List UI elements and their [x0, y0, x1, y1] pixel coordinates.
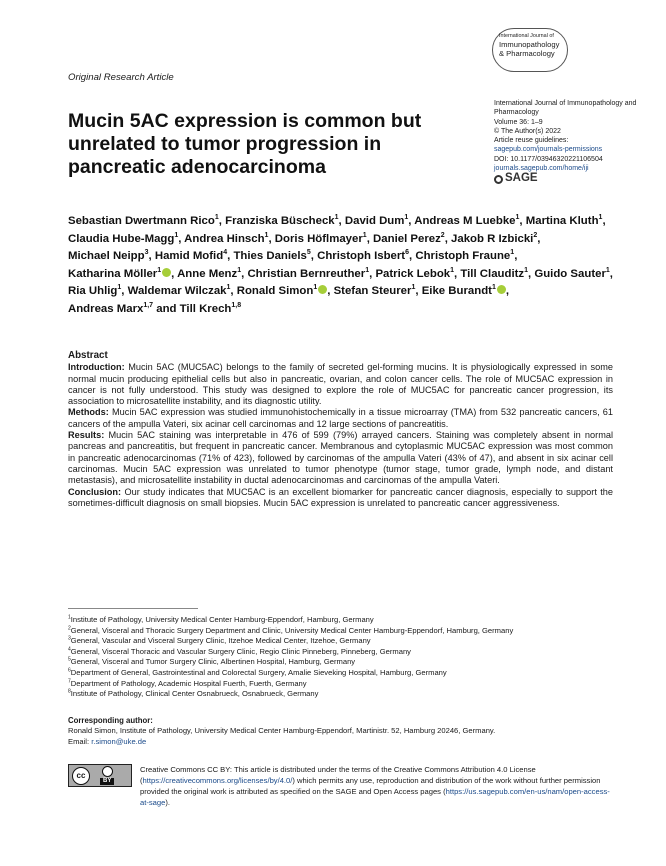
author-separator: ,: [241, 267, 245, 280]
author-name: Eike Burandt: [421, 285, 492, 298]
abstract-methods: [68, 407, 613, 430]
author-affiliation-ref: 1: [491, 284, 496, 292]
author-affiliation-ref: 1: [313, 284, 318, 292]
author: [422, 285, 509, 297]
author: [345, 215, 412, 227]
license-text-2: ) which permits any use, reproduction and distribution of the work without further permission provided the original work is attributed as specified on the SAGE and Open Access pages (: [140, 776, 601, 796]
author: [460, 268, 531, 280]
affiliation-number: 6: [68, 667, 71, 674]
meta-copyright: © The Author(s) 2022: [494, 127, 561, 135]
author-affiliation-ref: 1: [214, 214, 219, 222]
author: [534, 268, 613, 280]
author-separator: ,: [454, 267, 458, 280]
author: [128, 285, 234, 297]
sage-logo: [494, 174, 644, 183]
author-affiliation-ref: 3: [144, 249, 149, 257]
author: [247, 268, 372, 280]
methods-label: Methods:: [68, 407, 109, 418]
author-name: Till Krech: [179, 302, 232, 315]
author: [184, 233, 271, 245]
author-affiliation-ref: 2: [440, 231, 445, 239]
author-separator: ,: [230, 285, 234, 298]
author-separator: ,: [408, 215, 412, 227]
email-link[interactable]: r.simon@uke.de: [91, 736, 147, 746]
author-affiliation-ref: 1: [510, 249, 515, 257]
meta-doi: DOI: 10.1177/03946320221106504: [494, 155, 603, 163]
journal-logo-line2: Immunopathology: [499, 40, 560, 49]
license-text-1: Creative Commons CC BY: This article is distributed under the terms of the Creative Commons Attribution 4.0 License (: [140, 765, 536, 785]
meta-home-link[interactable]: journals.sagepub.com/home/iji: [494, 165, 589, 173]
author-affiliation-ref: 4: [223, 249, 228, 257]
author-name: Claudia Hube-Magg: [68, 232, 175, 245]
affiliation-text: General, Vascular and Visceral Surgery Clinic, Itzehoe Medical Center, Itzehoe, Germany: [70, 636, 371, 646]
orcid-icon[interactable]: [318, 285, 327, 294]
journal-meta: [494, 99, 644, 184]
results-label: Results:: [68, 430, 105, 441]
footnote-divider: [68, 608, 198, 609]
author-separator: ,: [369, 267, 373, 280]
author-name: Ronald Simon: [236, 285, 314, 298]
author-name: David Dum: [344, 215, 405, 227]
affiliation-number: 8: [68, 688, 71, 695]
sage-logo-text: SAGE: [505, 172, 538, 185]
author-name: Christian Bernreuther: [247, 267, 366, 280]
author-separator: ,: [327, 285, 331, 298]
author-separator: ,: [519, 215, 523, 227]
author-name: Hamid Mofid: [154, 250, 224, 263]
corresponding-author: [68, 716, 613, 747]
author-name: Sebastian Dwertmann Rico: [68, 215, 215, 227]
conclusion-text: Our study indicates that MUC5AC is an excellent biomarker for pancreatic cancer diagnosis, especially to support the sometimes-difficult diagnosis on small biopsies. Mucin 5AC expression is unrelated to pancreatic cancer aggressiveness.: [68, 486, 613, 508]
meta-journal: International Journal of Immunopathology and Pharmacology: [494, 100, 637, 117]
article-type: Original Research Article: [68, 72, 174, 83]
author-affiliation-ref: 5: [306, 249, 311, 257]
affiliation-number: 2: [68, 625, 71, 632]
author: [237, 285, 331, 297]
journal-logo-line1: International Journal of: [499, 33, 554, 39]
affiliation-text: Department of General, Gastrointestinal and Colorectal Surgery, Amalie Sieveking Hospital, Hamburg, Germany: [70, 667, 447, 677]
author-name: Anne Menz: [177, 267, 238, 280]
author-affiliation-ref: 1: [362, 231, 367, 239]
author-affiliation-ref: 6: [405, 249, 409, 257]
author-separator: ,: [444, 232, 448, 245]
author: [451, 233, 540, 245]
affiliation-item: [68, 657, 613, 668]
author-name: Stefan Steurer: [333, 285, 412, 298]
author-affiliation-ref: 1: [404, 214, 409, 222]
author-separator: ,: [268, 232, 272, 245]
author-separator: ,: [338, 215, 342, 227]
author: [68, 215, 222, 227]
author: [177, 268, 244, 280]
article-title: Mucin 5AC expression is common but unrelated to tumor progression in pancreatic adenocarcinoma: [68, 110, 422, 178]
corresponding-email-line: [68, 737, 613, 747]
author-separator: ,: [148, 250, 152, 263]
author-affiliation-ref: 1: [605, 266, 610, 274]
abstract-conclusion: [68, 487, 613, 510]
abstract-heading: Abstract: [68, 350, 108, 361]
affiliation-number: 5: [68, 656, 71, 663]
author: [334, 285, 419, 297]
author-affiliation-ref: 1: [524, 266, 529, 274]
author-separator: ,: [227, 250, 231, 263]
affiliation-item: [68, 679, 613, 690]
author-separator: ,: [602, 215, 606, 227]
orcid-icon[interactable]: [162, 268, 171, 277]
author-affiliation-ref: 1: [450, 266, 455, 274]
author-name: Andrea Hinsch: [184, 232, 265, 245]
affiliation-number: 1: [68, 614, 71, 621]
affiliation-item: [68, 689, 613, 700]
affiliation-item: [68, 636, 613, 647]
author-separator: ,: [528, 267, 532, 280]
author: [233, 250, 314, 262]
author-affiliation-ref: 1: [515, 214, 520, 222]
author-name: Till Clauditz: [460, 267, 525, 280]
author-affiliation-ref: 1: [334, 214, 339, 222]
affiliation-text: General, Visceral and Tumor Surgery Clinic, Albertinen Hospital, Hamburg, Germany: [70, 657, 356, 667]
author: [68, 233, 181, 245]
author-separator: ,: [514, 250, 518, 263]
author-separator: ,: [409, 250, 413, 263]
author-separator: ,: [218, 215, 222, 227]
results-text: Mucin 5AC staining was interpretable in 476 of 599 (79%) arrayed cancers. Staining was completely absent in normal pancreas and pancreatitis, but frequent in pancreatic cancer. Membranous and cytoplasmic MUC5AC expression was most common in pancreatic adenocarcinomas (71% of 423), followed by carcinomas of the ampulla Vateri (43% of 47), and absent in six acinar cell carcinomas. Mucin 5AC expression was unrelated to tumor phenotype (tumor stage, tumor grade, lymph node, and distant metastasis), and microsatellite instability in ductal adenocarcinomas and carcinomas of the ampulla Vateri.: [68, 430, 613, 486]
author: [155, 250, 230, 262]
affiliation-text: Institute of Pathology, Clinical Center Osnabrueck, Osnabrueck, Germany: [70, 689, 319, 699]
author-name: Doris Höflmayer: [274, 232, 363, 245]
abstract: [68, 350, 613, 509]
author: [68, 250, 152, 262]
meta-volume: Volume 36: 1–9: [494, 118, 543, 126]
license-text-3: ).: [165, 798, 170, 807]
affiliation-text: Department of Pathology, Academic Hospital Fuerth, Fuerth, Germany: [70, 678, 307, 688]
affiliation-number: 4: [68, 646, 71, 653]
affiliation-text: General, Visceral and Thoracic Surgery Department and Clinic, University Medical Center Hamburg-Eppendorf, Hamburg, Germany: [70, 625, 514, 635]
methods-text: Mucin 5AC expression was studied immunohistochemically in a tissue microarray (TMA) from 532 pancreatic cancers, 61 cancers of the ampulla Vateri, six acinar cell carcinomas and 12 large sections of pancreatitis.: [68, 407, 613, 429]
author-name: Thies Daniels: [233, 250, 307, 263]
author-name: Katharina Möller: [68, 267, 158, 280]
author-affiliation-ref: 2: [533, 231, 538, 239]
sage-ring-icon: [494, 175, 503, 184]
author-name: Waldemar Wilczak: [127, 285, 227, 298]
author-separator: ,: [121, 285, 125, 298]
author: [225, 215, 342, 227]
author-name: Christoph Isbert: [317, 250, 406, 263]
affiliation-item: [68, 615, 613, 626]
meta-reuse-link[interactable]: sagepub.com/journals-permissions: [494, 146, 603, 154]
author-name: Christoph Fraune: [415, 250, 511, 263]
author-name: Jakob R Izbicki: [451, 232, 534, 245]
introduction-label: Introduction:: [68, 362, 125, 373]
author: [180, 303, 241, 315]
author-affiliation-ref: 1,8: [231, 302, 242, 310]
author-separator: ,: [178, 232, 182, 245]
corresponding-heading: Corresponding author:: [68, 716, 153, 725]
author: [68, 303, 177, 315]
author-affiliation-ref: 1: [411, 284, 416, 292]
affiliation-text: General, Visceral Thoracic and Vascular Surgery Clinic, Regio Clinic Pinneberg, Pinneberg, Germany: [70, 646, 411, 656]
abstract-introduction: [68, 362, 613, 407]
author-name: Ria Uhlig: [68, 285, 118, 298]
author-name: Michael Neipp: [68, 250, 145, 263]
abstract-results: [68, 430, 613, 486]
author-list: [68, 213, 613, 319]
author-affiliation-ref: 1: [598, 214, 603, 222]
author-affiliation-ref: 1,7: [143, 302, 154, 310]
author: [373, 233, 448, 245]
author-name: Martina Kluth: [525, 215, 599, 227]
conclusion-label: Conclusion:: [68, 486, 122, 497]
author-affiliation-ref: 1: [264, 231, 269, 239]
author-separator: ,: [310, 250, 314, 263]
author-separator: ,: [415, 285, 419, 298]
author-name: Andreas Marx: [68, 302, 144, 315]
author-name: Daniel Perez: [373, 232, 441, 245]
license-text: [140, 764, 615, 808]
author-separator: ,: [505, 285, 510, 298]
author-affiliation-ref: 1: [174, 231, 179, 239]
author-name: Franziska Büscheck: [225, 215, 335, 227]
author-affiliation-ref: 1: [365, 266, 370, 274]
author-separator: ,: [366, 232, 370, 245]
open-access-link[interactable]: https://us.sagepub.com/en-us/nam/open-access-at-sage: [140, 787, 610, 807]
email-label: Email:: [68, 736, 90, 746]
author-name: Patrick Lebok: [375, 267, 451, 280]
author: [317, 250, 412, 262]
author: [68, 285, 124, 297]
journal-logo: [492, 28, 568, 72]
corresponding-address: Ronald Simon, Institute of Pathology, University Medical Center Hamburg-Eppendorf, Martinistr. 52, Hamburg 20246, Germany.: [68, 726, 496, 736]
author-separator: ,: [537, 232, 541, 245]
affiliation-text: Institute of Pathology, University Medical Center Hamburg-Eppendorf, Hamburg, Germany: [70, 615, 374, 624]
orcid-icon[interactable]: [497, 285, 506, 294]
author-separator: and: [153, 302, 177, 315]
affiliation-number: 7: [68, 678, 71, 685]
author-affiliation-ref: 1: [117, 284, 122, 292]
author: [68, 268, 174, 280]
affiliation-item: [68, 668, 613, 679]
by-label: BY: [100, 778, 114, 785]
creative-commons-icon: cc: [72, 767, 90, 785]
author-separator: ,: [609, 267, 613, 280]
author: [414, 215, 522, 227]
author: [526, 215, 606, 227]
cc-by-badge[interactable]: [68, 764, 132, 787]
author-affiliation-ref: 1: [237, 266, 242, 274]
author-affiliation-ref: 1: [226, 284, 231, 292]
affiliation-item: [68, 626, 613, 637]
affiliation-item: [68, 647, 613, 658]
journal-logo-line3: & Pharmacology: [499, 49, 555, 58]
affiliation-number: 3: [68, 635, 71, 642]
author-name: Andreas M Luebke: [414, 215, 516, 227]
meta-reuse-label: Article reuse guidelines:: [494, 137, 569, 145]
author-name: Guido Sauter: [534, 267, 606, 280]
affiliation-list: [68, 615, 613, 700]
author-affiliation-ref: 1: [157, 266, 162, 274]
author: [415, 250, 517, 262]
author: [275, 233, 370, 245]
person-icon: [102, 766, 113, 777]
license-link[interactable]: https://creativecommons.org/licenses/by/4.0/: [142, 776, 293, 785]
author-separator: ,: [171, 267, 175, 280]
introduction-text: Mucin 5AC (MUC5AC) belongs to the family of secreted gel-forming mucins. It is physiologically expressed in some normal mucin producing epithelial cells but also in pancreatic, ovarian, and colon cancer cells. The role of MUC5AC expression in cancer is not fully understood. This study was designed to explore the role of MUC5AC for pancreatic cancer progression, its association to microsatellite instability, and its diagnostic utility.: [68, 362, 613, 407]
attribution-icon: [100, 766, 114, 785]
author: [375, 268, 457, 280]
